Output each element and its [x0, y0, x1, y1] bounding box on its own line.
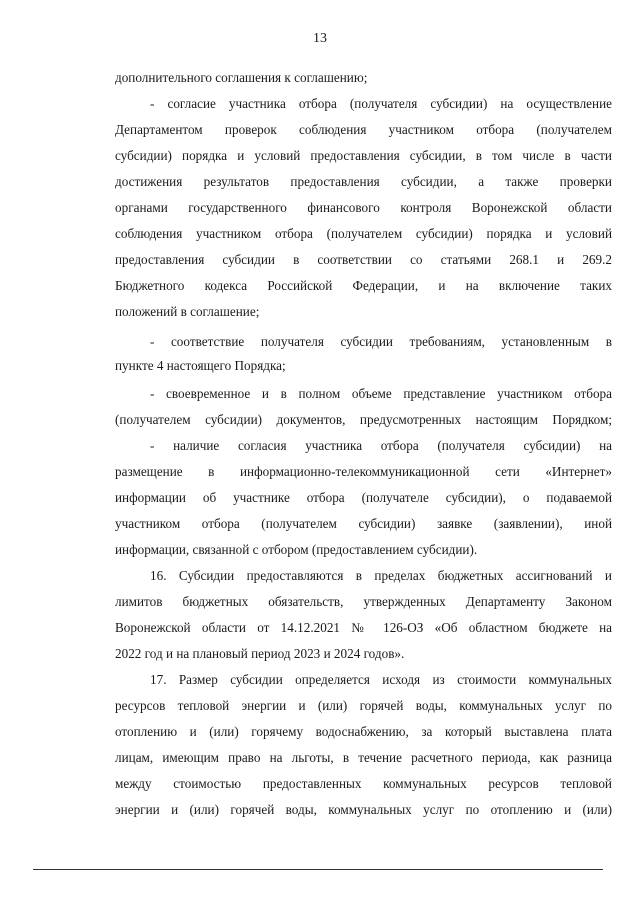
text-line: достижения результатов предоставления субсидии, а также проверки [115, 174, 612, 189]
text-line: дополнительного соглашения к соглашению; [115, 70, 368, 85]
footer-divider [33, 869, 603, 870]
text-line: - согласие участника отбора (получателя субсидии) на осуществление [150, 96, 612, 111]
text-line: Бюджетного кодекса Российской Федерации, и на включение таких [115, 278, 612, 293]
text-line: положений в соглашение; [115, 304, 260, 319]
page-number: 13 [313, 31, 327, 46]
text-line: ресурсов тепловой энергии и (или) горячей воды, коммунальных услуг по [115, 698, 612, 713]
text-line: отоплению и (или) горячему водоснабжению, за который выставлена плата [115, 724, 612, 739]
text-line: энергии и (или) горячей воды, коммунальных услуг по отоплению и (или) [115, 802, 612, 817]
text-line: лицам, имеющим право на льготы, в течение расчетного периода, как разница [115, 750, 612, 765]
text-line: предоставления субсидии в соответствии со статьями 268.1 и 269.2 [115, 252, 612, 267]
text-line: (получателем субсидии) документов, предусмотренных настоящим Порядком; [115, 412, 612, 427]
text-line: участником отбора (получателем субсидии) заявке (заявлении), иной [115, 516, 612, 531]
text-line: Воронежской области от 14.12.2021 № 126-ОЗ «Об областном бюджете на [115, 620, 612, 635]
text-line: размещение в информационно-телекоммуникационной сети «Интернет» [115, 464, 612, 479]
text-line: между стоимостью предоставленных коммунальных ресурсов тепловой [115, 776, 612, 791]
text-line: информации об участнике отбора (получателе субсидии), о подаваемой [115, 490, 612, 505]
text-line: Департаментом проверок соблюдения участником отбора (получателем [115, 122, 612, 137]
text-line: - своевременное и в полном объеме представление участником отбора [150, 386, 612, 401]
text-line: 17. Размер субсидии определяется исходя из стоимости коммунальных [150, 672, 612, 687]
text-line: информации, связанной с отбором (предоставлением субсидии). [115, 542, 478, 557]
text-line: пункте 4 настоящего Порядка; [115, 358, 286, 373]
text-line: лимитов бюджетных обязательств, утвержденных Департаменту Законом [115, 594, 612, 609]
text-line: - наличие согласия участника отбора (получателя субсидии) на [150, 438, 612, 453]
text-line: субсидии) порядка и условий предоставления субсидии, в том числе в части [115, 148, 612, 163]
text-line: соблюдения участником отбора (получателем субсидии) порядка и условий [115, 226, 612, 241]
text-line: органами государственного финансового контроля Воронежской области [115, 200, 612, 215]
text-line: 16. Субсидии предоставляются в пределах бюджетных ассигнований и [150, 568, 612, 583]
text-line: - соответствие получателя субсидии требованиям, установленным в [150, 334, 612, 349]
text-line: 2022 год и на плановый период 2023 и 2024 годов». [115, 646, 405, 661]
